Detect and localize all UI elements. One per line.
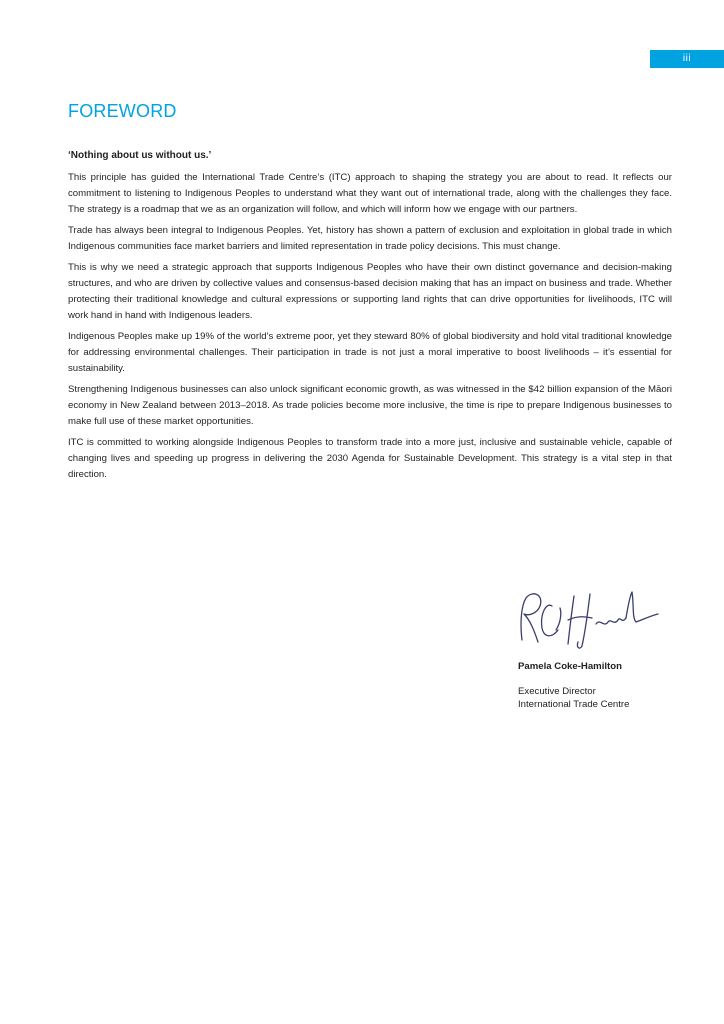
- page-number-tab: [650, 50, 724, 68]
- signature-icon: [512, 584, 660, 654]
- paragraph-3: This is why we need a strategic approach that supports Indigenous Peoples who have their own distinct governance and decision-making structures, and who are driven by collective values and consensus-based decision making that has an impact on business and trade. Whether protecting their traditional knowledge and cultural expressions or supporting land rights that can drive opportunities for livelihoods, ITC will work hand in hand with Indigenous leaders.: [68, 262, 672, 321]
- page-number: iii: [682, 53, 692, 64]
- signatory-name: Pamela Coke-Hamilton: [518, 661, 622, 672]
- paragraph-2: Trade has always been integral to Indigenous Peoples. Yet, history has shown a pattern of exclusion and exploitation in global trade in which Indigenous communities face market barriers and limited representation in trade policy decisions. This must change.: [68, 225, 672, 252]
- handwritten-signature: [512, 584, 660, 654]
- paragraph-1: This principle has guided the International Trade Centre’s (ITC) approach to shaping the strategy you are about to read. It reflects our commitment to listening to Indigenous Peoples to understand what they want out of international trade, along with the challenges they face. The strategy is a roadmap that we as an organization will follow, and which will inform how we engage with our partners.: [68, 172, 672, 215]
- signatory-title: Executive Director: [518, 686, 596, 697]
- paragraph-5: Strengthening Indigenous businesses can also unlock significant economic growth, as was witnessed in the $42 billion expansion of the Māori economy in New Zealand between 2013–2018. As trade policies become more inclusive, the time is ripe to prepare Indigenous businesses to make full use of these market opportunities.: [68, 384, 672, 427]
- signatory-block: [518, 660, 629, 711]
- page-title: FOREWORD: [68, 101, 177, 121]
- paragraph-4: Indigenous Peoples make up 19% of the world’s extreme poor, yet they steward 80% of global biodiversity and hold vital traditional knowledge for addressing environmental challenges. Their participation in trade is not just a moral imperative to boost livelihoods – it’s essential for sustainability.: [68, 331, 672, 374]
- foreword-body: [68, 148, 672, 488]
- signatory-organization: International Trade Centre: [518, 699, 630, 710]
- lead-quote: ‘Nothing about us without us.’: [68, 150, 212, 161]
- paragraph-6: ITC is committed to working alongside Indigenous Peoples to transform trade into a more just, inclusive and sustainable vehicle, capable of changing lives and speeding up progress in delivering the 2030 Agenda for Sustainable Development. This strategy is a vital step in that direction.: [68, 437, 672, 480]
